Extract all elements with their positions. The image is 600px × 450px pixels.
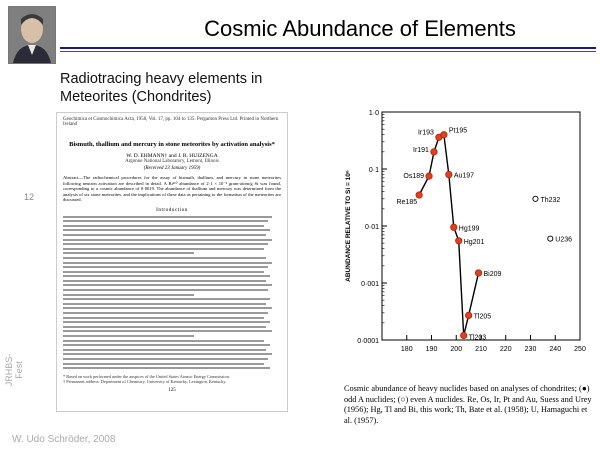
y-tick-label: 0·001 <box>361 281 379 288</box>
paper-text-line <box>63 349 266 351</box>
point-tl205 <box>465 312 471 318</box>
subtitle-line-2: Meteorites (Chondrites) <box>60 89 212 105</box>
author-footer: W. Udo Schröder, 2008 <box>12 434 116 445</box>
paper-text-line <box>63 275 270 277</box>
y-tick-label: 0·01 <box>364 224 379 231</box>
y-axis-label: ABUNDANCE RELATIVE TO Si = 10⁶ <box>345 170 352 282</box>
paper-text-line <box>63 303 266 305</box>
paper-body-text <box>63 216 281 370</box>
paper-text-line <box>63 252 194 254</box>
slide-number: 12 <box>24 192 35 202</box>
x-tick-label: 200 <box>450 346 463 353</box>
paper-text-line <box>63 335 194 337</box>
paper-text-line <box>63 229 270 231</box>
paper-text-line <box>63 307 272 309</box>
chart-caption: Cosmic abundance of heavy nuclides based on analyses of chondrites; (●) odd A nuclides; (○) even A nuclides. Re, Os, Ir, Pt and Au, Suess and Urey (1956); Hg, Tl and Bi, this work; Th, Bate et al. (1958); U, Hamaguchi et al. (1957). <box>344 384 592 425</box>
paper-footnote-1: * Based on work performed under the auspices of the United States Atomic Energy Commission. <box>63 374 230 380</box>
point-label-os189: Os189 <box>403 173 425 181</box>
paper-text-line <box>63 248 264 250</box>
paper-abstract: Abstract—The radiochemical procedures for the assay of bismuth, thallium, and mercury in stone meteorites following neutron activation are described in detail. A Bi²¹⁰ abundance of 2·1 × 10⁻² gram-atom/g Si was found, corresponding to a cosmic abundance of 0·0019. The abundance of thallium and mercury was determined from the analysis of six stone meteorites, and the implications of these data as pertaining to the formation of the meteorites are discussed. <box>63 175 281 203</box>
slide-title: Cosmic Abundance of Elements <box>204 16 516 41</box>
paper-text-line <box>63 298 270 300</box>
paper-text-line <box>63 225 264 227</box>
paper-text-line <box>63 340 264 342</box>
y-tick-label: 0·1 <box>368 167 379 174</box>
point-au197 <box>446 171 452 177</box>
paper-text-line <box>63 321 270 323</box>
paper-text-line <box>63 271 264 273</box>
paper-text-line <box>63 289 268 291</box>
paper-footnote-2: † Permanent address: Department of Chemistry, University of Kentucky, Lexington, Kentucky. <box>63 379 227 385</box>
y-tick-label: 1·0 <box>368 110 379 117</box>
point-label-ir193: Ir193 <box>417 129 434 137</box>
paper-authors: W. D. EHMANN† and J. R. HUIZENGA <box>126 153 218 159</box>
paper-text-line <box>63 280 266 282</box>
point-label-pt195: Pt195 <box>448 127 468 135</box>
subtitle-line-1: Radiotracing heavy elements in <box>60 71 263 87</box>
paper-text-line <box>63 262 272 264</box>
paper-intro-heading: Introduction <box>156 206 188 213</box>
paper-text-line <box>63 326 266 328</box>
x-tick-label: 240 <box>549 346 562 353</box>
paper-text-line <box>63 294 194 296</box>
point-label-bi209: Bi209 <box>483 270 502 278</box>
paper-text-line <box>63 353 272 355</box>
point-label-au197: Au197 <box>453 172 475 180</box>
x-tick-label: 210 <box>475 346 487 353</box>
point-u236 <box>548 236 553 241</box>
paper-text-line <box>63 266 268 268</box>
paper-text-line <box>63 330 272 332</box>
point-label-ir191: Ir191 <box>413 146 429 154</box>
x-tick-label: 250 <box>574 346 586 353</box>
point-ir191 <box>431 149 437 155</box>
point-label-hg199: Hg199 <box>458 225 480 233</box>
y-tick-label: 0·0001 <box>357 338 379 345</box>
title-rule-red <box>60 51 596 52</box>
paper-text-line <box>63 367 270 369</box>
point-label-hg201: Hg201 <box>463 238 485 246</box>
paper-text-line <box>63 284 272 286</box>
slide-subtitle <box>60 70 340 106</box>
paper-text-line <box>63 312 268 314</box>
vertical-label: JRHBS-Fest <box>4 353 24 387</box>
paper-received: (Received 23 January 1959) <box>143 166 201 171</box>
paper-text-line <box>63 317 264 319</box>
point-re185 <box>416 192 422 198</box>
point-tl203 <box>460 332 466 338</box>
point-pt195 <box>441 131 447 137</box>
x-tick-label: 190 <box>425 346 438 353</box>
point-bi209 <box>475 270 481 276</box>
paper-text-line <box>63 243 268 245</box>
point-th232 <box>533 196 538 201</box>
point-label-u236: U236 <box>555 236 573 244</box>
point-hg201 <box>456 238 462 244</box>
paper-affiliation: Argonne National Laboratory, Lemont, Illinois <box>125 159 219 164</box>
paper-journal: Geochimica et Cosmochimica Acta, 1958, Vol. 17, pp. 104 to 135. Pergamon Press Ltd. Printed in Northern Ireland <box>63 117 279 127</box>
x-tick-label: 230 <box>524 346 537 353</box>
x-tick-label: 180 <box>400 346 413 353</box>
paper-text-line <box>63 220 268 222</box>
paper-page-number: 125 <box>168 388 176 394</box>
paper-text-line <box>63 216 272 218</box>
point-hg199 <box>451 224 457 230</box>
title-rule-blue <box>60 47 596 49</box>
point-label-th232: Th232 <box>540 196 561 204</box>
paper-text-line <box>63 257 266 259</box>
plot-frame <box>382 112 580 340</box>
x-tick-label: 220 <box>499 346 512 353</box>
point-label-tl203: Tl203 <box>468 334 487 342</box>
paper-text-line <box>63 234 266 236</box>
abundance-line <box>419 135 478 336</box>
paper-text-line <box>63 358 268 360</box>
paper-title: Bismuth, thallium and mercury in stone meteorites by activation analysis* <box>69 141 275 148</box>
point-label-re185: Re185 <box>396 198 418 206</box>
paper-text-line <box>63 239 272 241</box>
paper-text-line <box>63 363 264 365</box>
point-os189 <box>426 173 432 179</box>
paper-scan <box>56 112 288 412</box>
presenter-photo <box>8 6 56 64</box>
paper-text-line <box>63 344 270 346</box>
abundance-chart <box>340 108 592 386</box>
point-label-tl205: Tl205 <box>473 313 492 321</box>
